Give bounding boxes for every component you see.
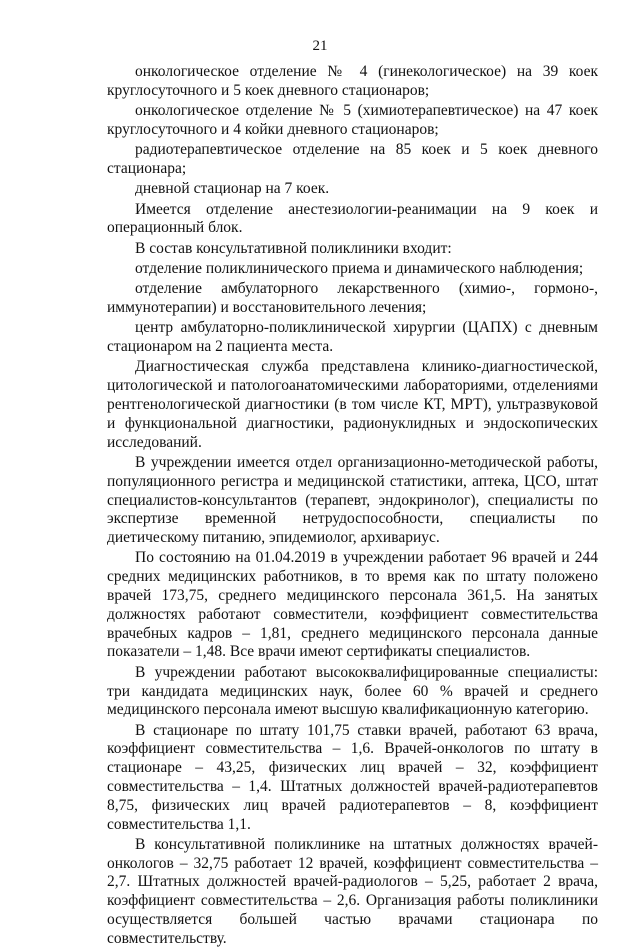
paragraph-dept-4: онкологическое отделение № 4 (гинекологическое) на 39 коек круглосуточного и 5 коек дневного стационаров;	[107, 63, 598, 99]
paragraph-day-hospital: дневной стационар на 7 коек.	[135, 180, 330, 198]
paragraph-diagnostics: Диагностическая служба представлена клинико-диагностической, цитологической и патологоанатомическими лабораториями, отделениями рентгенологической диагностики (в том числе КТ, МРТ), ультразвуковой и функциональной диагностики, радионуклидных и эндоскопических исследований.	[107, 358, 598, 451]
document-body	[107, 63, 598, 949]
paragraph-ambulatory-therapy: отделение амбулаторного лекарственного (химио-, гормоно-, иммунотерапии) и восстановительного лечения;	[107, 280, 598, 317]
paragraph-polyclinic-staff: В консультативной поликлинике на штатных должностях врачей-онкологов – 32,75 работает 12 врачей, коэффициент совместительства – 2,7. Штатных должностей врачей-радиологов – 5,25, работает 2 врача, коэффициент совместительства – 2,6. Организация работы поликлиники осуществляется большей частью врачами стационара по совместительству.	[107, 835, 598, 947]
paragraph-qualifications: В учреждении работают высококвалифицированные специалисты: три кандидата медицинских наук, более 60 % врачей и среднего медицинского персонала имеют высшую квалификационную категорию.	[107, 663, 598, 719]
paragraph-anesthesiology: Имеется отделение анестезиологии-реанимации на 9 коек и операционный блок.	[107, 200, 598, 237]
paragraph-organization-dept: В учреждении имеется отдел организационно-методической работы, популяционного регистра и медицинской статистики, аптека, ЦСО, штат специалистов-консультантов (терапевт, эндокринолог), специалисты по экспертизе временной нетрудоспособности, специалисты по диетическому питанию, эпидемиолог, архивариус.	[107, 453, 598, 547]
paragraph-polyclinic-intro: В состав консультативной поликлиники входит:	[135, 239, 452, 257]
paragraph-surgery-center: центр амбулаторно-поликлинической хирургии (ЦАПХ) с дневным стационаром на 2 пациента места.	[107, 319, 598, 356]
page-number: 21	[312, 38, 328, 54]
paragraph-dept-5: онкологическое отделение № 5 (химиотерапевтическое) на 47 коек круглосуточного и 4 койки дневного стационаров;	[107, 102, 598, 138]
paragraph-polyclinic-reception: отделение поликлинического приема и динамического наблюдения;	[135, 259, 584, 277]
paragraph-radiotherapy-dept: радиотерапевтическое отделение на 85 коек и 5 коек дневного стационара;	[107, 141, 598, 177]
paragraph-hospital-staff: В стационаре по штату 101,75 ставки врачей, работают 63 врача, коэффициент совместительства – 1,6. Врачей-онкологов по штату в стационаре – 43,25, физических лиц врачей – 32, коэффициент совместительства – 1,4. Штатных должностей врачей-радиотерапевтов 8,75, физических лиц врачей радиотерапевтов – 8, коэффициент совместительства 1,1.	[107, 721, 598, 833]
paragraph-staffing: По состоянию на 01.04.2019 в учреждении работает 96 врачей и 244 средних медицинских работников, в то время как по штату положено врачей 173,75, среднего медицинского персонала 361,5. На занятых должностях работают совместители, коэффициент совместительства врачебных кадров – 1,81, среднего медицинского персонала данные показатели – 1,48. Все врачи имеют сертификаты специалистов.	[107, 549, 598, 661]
